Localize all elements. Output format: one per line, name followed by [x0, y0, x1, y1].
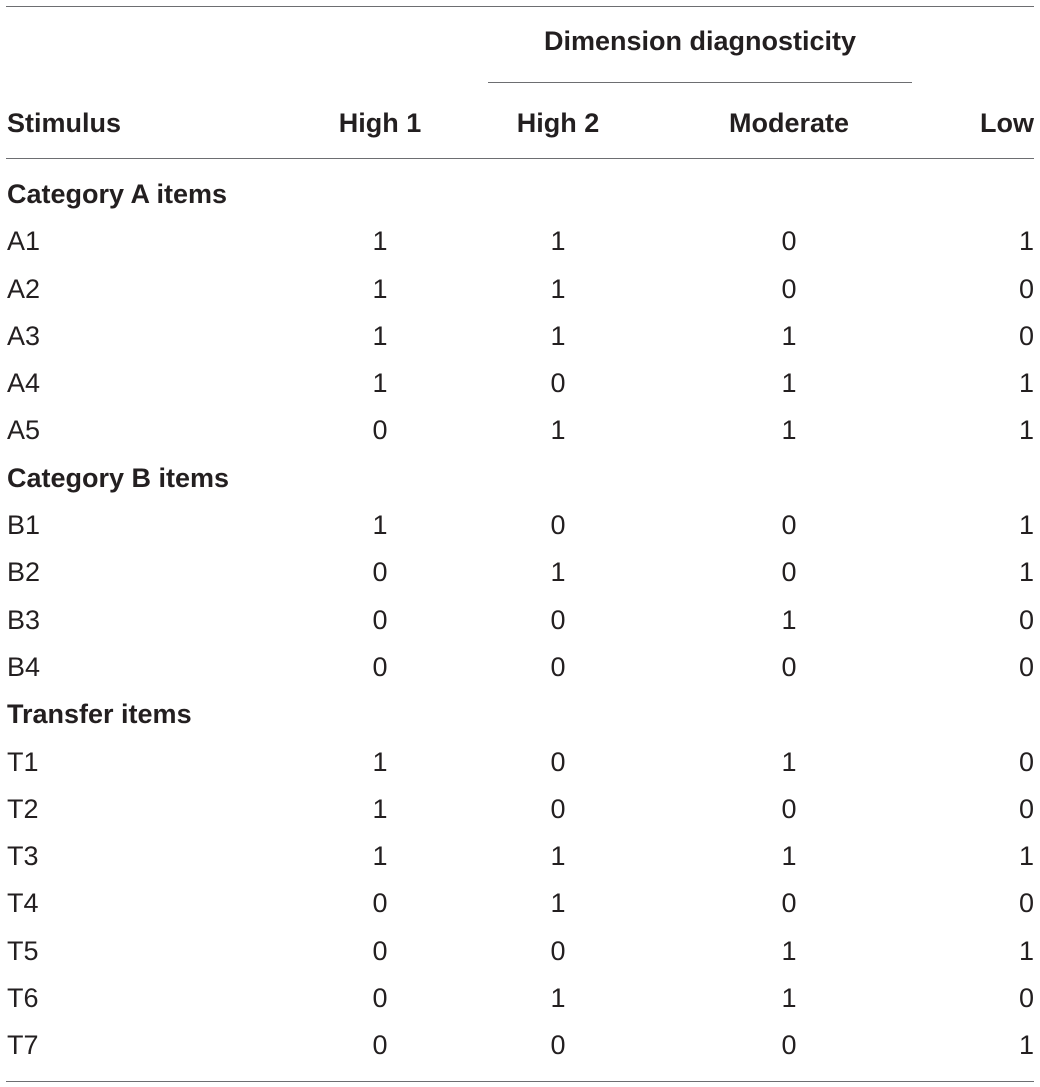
table-row — [0, 360, 1040, 407]
table-row — [0, 502, 1040, 549]
table-row — [0, 786, 1040, 833]
cell-moderate: 1 — [781, 746, 797, 777]
cell-stimulus: A2 — [7, 273, 41, 304]
cell-high-1: 1 — [372, 793, 388, 824]
cell-high-1: 0 — [372, 983, 388, 1014]
section-label: Category A items — [7, 179, 228, 209]
cell-high-2: 1 — [550, 557, 566, 588]
cell-moderate: 0 — [781, 226, 797, 257]
cell-moderate: 1 — [781, 604, 797, 635]
cell-high-1: 0 — [372, 604, 388, 635]
cell-low: 1 — [1018, 226, 1034, 257]
cell-high-1: 0 — [372, 415, 388, 446]
table-row — [0, 1022, 1040, 1069]
table-row — [0, 833, 1040, 880]
cell-moderate: 0 — [781, 888, 797, 919]
cell-low: 0 — [1018, 983, 1034, 1014]
table-row — [0, 313, 1040, 360]
table-top-rule — [6, 6, 1034, 7]
cell-low: 0 — [1018, 746, 1034, 777]
table-row — [0, 975, 1040, 1022]
cell-low: 0 — [1018, 320, 1034, 351]
cell-high-2: 1 — [550, 983, 566, 1014]
spanner-header: Dimension diagnosticity — [543, 26, 857, 56]
cell-moderate: 1 — [781, 935, 797, 966]
cell-low: 1 — [1018, 841, 1034, 872]
cell-high-1: 0 — [372, 888, 388, 919]
cell-high-2: 1 — [550, 415, 566, 446]
cell-high-2: 1 — [550, 273, 566, 304]
cell-moderate: 0 — [781, 557, 797, 588]
cell-high-1: 0 — [372, 557, 388, 588]
cell-stimulus: B4 — [7, 651, 41, 682]
cell-high-2: 1 — [550, 841, 566, 872]
cell-high-2: 0 — [550, 368, 566, 399]
table-row — [0, 597, 1040, 644]
cell-stimulus: T6 — [7, 983, 39, 1014]
cell-high-2: 0 — [550, 604, 566, 635]
cell-high-1: 1 — [372, 320, 388, 351]
cell-stimulus: T2 — [7, 793, 39, 824]
column-header-low: Low — [980, 108, 1034, 138]
cell-low: 1 — [1018, 368, 1034, 399]
column-header-high-2: High 2 — [516, 108, 600, 138]
table-row — [0, 739, 1040, 786]
table-bottom-rule — [6, 1081, 1034, 1082]
cell-high-1: 1 — [372, 841, 388, 872]
cell-low: 0 — [1018, 273, 1034, 304]
cell-stimulus: B1 — [7, 510, 41, 541]
column-header-moderate: Moderate — [728, 108, 850, 138]
cell-high-1: 0 — [372, 651, 388, 682]
header-bottom-rule — [6, 158, 1034, 159]
table-body — [0, 171, 1040, 1070]
cell-low: 1 — [1018, 935, 1034, 966]
cell-moderate: 1 — [781, 320, 797, 351]
cell-high-2: 1 — [550, 226, 566, 257]
cell-high-1: 1 — [372, 226, 388, 257]
cell-high-2: 1 — [550, 320, 566, 351]
cell-low: 1 — [1018, 557, 1034, 588]
cell-stimulus: T5 — [7, 935, 39, 966]
cell-moderate: 0 — [781, 651, 797, 682]
cell-low: 1 — [1018, 510, 1034, 541]
cell-stimulus: T1 — [7, 746, 39, 777]
cell-moderate: 1 — [781, 841, 797, 872]
section-header-row — [0, 171, 1040, 218]
cell-moderate: 0 — [781, 273, 797, 304]
cell-moderate: 0 — [781, 1030, 797, 1061]
cell-moderate: 1 — [781, 415, 797, 446]
section-header-row — [0, 691, 1040, 738]
table-row — [0, 407, 1040, 454]
cell-high-2: 0 — [550, 651, 566, 682]
cell-stimulus: A1 — [7, 226, 41, 257]
cell-low: 0 — [1018, 651, 1034, 682]
section-label: Category B items — [7, 462, 230, 493]
cell-low: 1 — [1018, 415, 1034, 446]
cell-stimulus: T7 — [7, 1030, 39, 1061]
cell-high-1: 0 — [372, 1030, 388, 1061]
cell-high-1: 1 — [372, 510, 388, 541]
cell-stimulus: A4 — [7, 368, 41, 399]
section-header-row — [0, 455, 1040, 502]
cell-low: 0 — [1018, 604, 1034, 635]
column-header-high-1: High 1 — [338, 108, 422, 138]
spanner-underline — [488, 82, 912, 83]
cell-low: 0 — [1018, 793, 1034, 824]
cell-stimulus: B2 — [7, 557, 41, 588]
cell-moderate: 0 — [781, 793, 797, 824]
cell-low: 1 — [1018, 1030, 1034, 1061]
table-row — [0, 549, 1040, 596]
column-header-stimulus: Stimulus — [7, 108, 122, 138]
cell-stimulus: T3 — [7, 841, 39, 872]
cell-stimulus: T4 — [7, 888, 39, 919]
cell-moderate: 1 — [781, 983, 797, 1014]
cell-high-2: 0 — [550, 935, 566, 966]
cell-high-1: 1 — [372, 273, 388, 304]
table-row — [0, 880, 1040, 927]
cell-high-2: 0 — [550, 1030, 566, 1061]
cell-high-2: 0 — [550, 793, 566, 824]
cell-high-2: 0 — [550, 510, 566, 541]
cell-moderate: 1 — [781, 368, 797, 399]
cell-high-2: 0 — [550, 746, 566, 777]
cell-high-2: 1 — [550, 888, 566, 919]
table-row — [0, 266, 1040, 313]
cell-moderate: 0 — [781, 510, 797, 541]
table-row — [0, 928, 1040, 975]
table-row — [0, 218, 1040, 265]
cell-high-1: 1 — [372, 746, 388, 777]
cell-low: 0 — [1018, 888, 1034, 919]
section-label: Transfer items — [7, 699, 192, 730]
table-row — [0, 644, 1040, 691]
cell-stimulus: A3 — [7, 320, 41, 351]
cell-stimulus: A5 — [7, 415, 41, 446]
cell-stimulus: B3 — [7, 604, 41, 635]
cell-high-1: 0 — [372, 935, 388, 966]
cell-high-1: 1 — [372, 368, 388, 399]
